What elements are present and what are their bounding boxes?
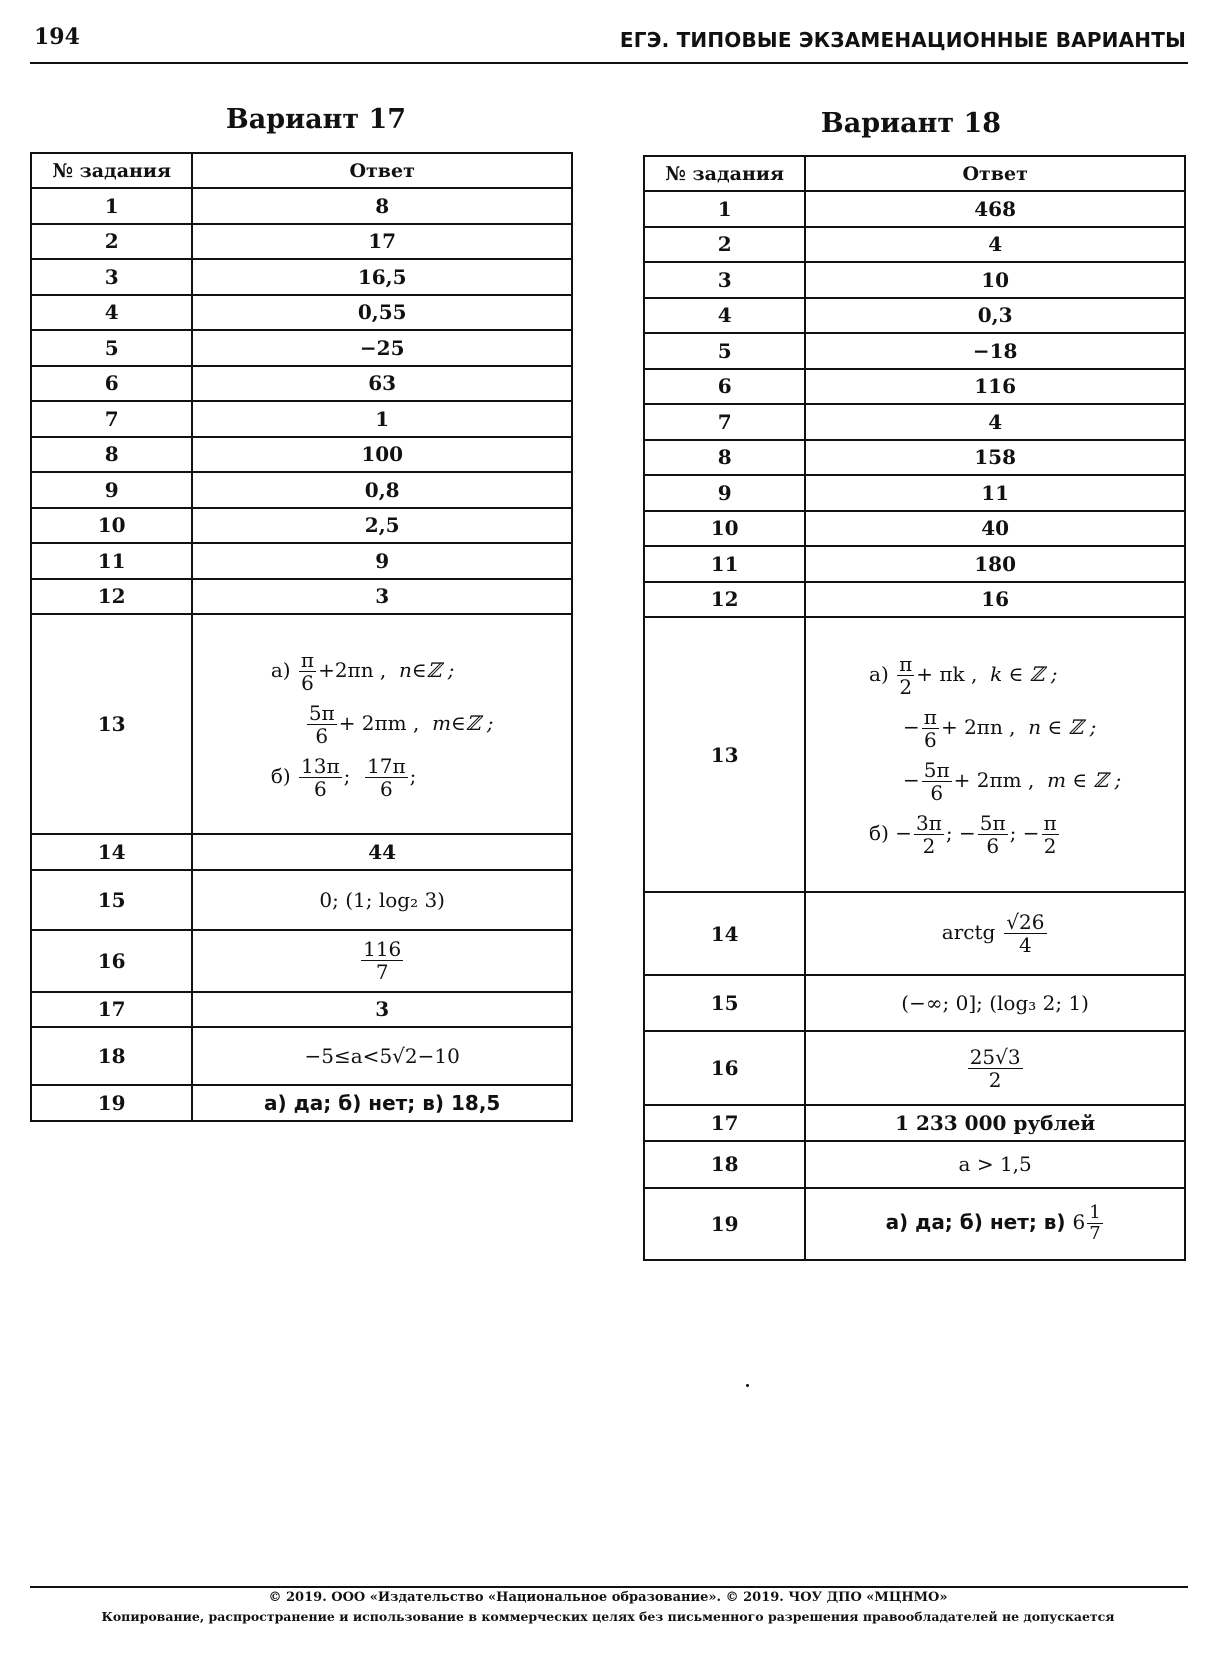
- task-number: 13: [644, 617, 805, 892]
- part-label: б): [869, 820, 889, 845]
- numerator: 5π: [923, 757, 950, 782]
- numerator: 1: [1089, 1202, 1101, 1224]
- fraction: [968, 1046, 1023, 1091]
- fraction: [978, 812, 1008, 857]
- variant-18-title: Вариант 18: [820, 108, 1002, 139]
- answer-cell: (−∞; 0]; (log₃ 2; 1): [805, 975, 1185, 1031]
- table-row: [644, 404, 1185, 440]
- answer-cell: 11: [805, 475, 1185, 511]
- sign: −: [903, 714, 920, 739]
- task-number: 1: [644, 191, 805, 227]
- numerator: 3π: [916, 810, 942, 835]
- numerator: 5π: [979, 810, 1006, 835]
- table-row: [31, 188, 572, 224]
- function-name: arctg: [941, 920, 996, 944]
- task-number: 14: [31, 834, 192, 870]
- separator: ;: [1009, 820, 1017, 845]
- task-number: 4: [31, 295, 192, 331]
- answer-cell: [805, 892, 1185, 975]
- fraction: [897, 653, 914, 698]
- variant-17-title: Вариант 17: [225, 104, 407, 135]
- answer-cell: [805, 617, 1185, 892]
- table-row: [31, 366, 572, 402]
- condition: n ∈ ℤ ;: [1028, 714, 1097, 739]
- table-row: [31, 614, 572, 834]
- answer-cell: 63: [192, 366, 572, 402]
- denominator: 6: [930, 780, 944, 805]
- task-number: 4: [644, 298, 805, 334]
- sign: −: [958, 820, 976, 845]
- answer-cell: 0,3: [805, 298, 1185, 334]
- table-row: [31, 1085, 572, 1121]
- table-row: [31, 472, 572, 508]
- answer-cell: а) да; б) нет; в) 18,5: [192, 1085, 572, 1121]
- fraction: [365, 755, 408, 800]
- sign: −: [903, 767, 920, 792]
- table-row: [644, 1188, 1185, 1260]
- denominator: 2: [899, 674, 913, 699]
- table-row: [644, 511, 1185, 547]
- fraction: [922, 759, 952, 804]
- answer-cell: [192, 614, 572, 834]
- denominator: 7: [1089, 1223, 1101, 1244]
- sign: −: [1022, 820, 1040, 845]
- denominator: 6: [380, 776, 393, 801]
- variant-18-table: [643, 155, 1186, 1261]
- numerator: π: [899, 651, 913, 676]
- table-row: [31, 224, 572, 260]
- part-label: б): [270, 763, 291, 788]
- separator: ;: [343, 763, 351, 788]
- task-number: 5: [31, 330, 192, 366]
- condition: k ∈ ℤ ;: [990, 661, 1058, 686]
- column-header-answer: Ответ: [192, 153, 572, 188]
- table-row: [31, 259, 572, 295]
- answer-cell: 40: [805, 511, 1185, 547]
- running-header: ЕГЭ. ТИПОВЫЕ ЭКЗАМЕНАЦИОННЫЕ ВАРИАНТЫ: [619, 28, 1186, 52]
- whole-part: 6: [1072, 1210, 1086, 1234]
- task-number: 11: [644, 546, 805, 582]
- answer-cell: 0; (1; log₂ 3): [192, 870, 572, 930]
- numerator: 116: [363, 937, 402, 961]
- answer-cell: 0,55: [192, 295, 572, 331]
- table-row: [644, 298, 1185, 334]
- table-row: [31, 1027, 572, 1085]
- task-number: 9: [644, 475, 805, 511]
- table-row: [644, 892, 1185, 975]
- table-row: [31, 930, 572, 992]
- task-number: 6: [31, 366, 192, 402]
- answer-line: [271, 755, 494, 800]
- table-row: [644, 617, 1185, 892]
- table-row: [31, 295, 572, 331]
- denominator: 2: [922, 833, 936, 858]
- task-number: 12: [644, 582, 805, 618]
- task-number: 19: [644, 1188, 805, 1260]
- answer-cell: 1 233 000 рублей: [805, 1105, 1185, 1141]
- task-number: 5: [644, 333, 805, 369]
- table-row: [644, 975, 1185, 1031]
- column-header-number: № задания: [644, 156, 805, 191]
- stray-dot: [746, 1384, 749, 1387]
- fraction: [299, 649, 316, 694]
- answer-cell: 116: [805, 369, 1185, 405]
- answer-cell: 10: [805, 262, 1185, 298]
- task-number: 9: [31, 472, 192, 508]
- task-number: 3: [31, 259, 192, 295]
- answer-cell: −5≤a<5√2−10: [192, 1027, 572, 1085]
- denominator: 6: [924, 727, 937, 752]
- fraction: [914, 812, 944, 857]
- answer-line: [271, 702, 494, 747]
- table-row: [644, 227, 1185, 263]
- condition: n∈ℤ ;: [399, 657, 455, 682]
- answer-cell: 1: [192, 401, 572, 437]
- task-number: 16: [644, 1031, 805, 1105]
- table-row: [644, 440, 1185, 476]
- variant-17-table: [30, 152, 573, 1122]
- table-row: [31, 579, 572, 615]
- answer-cell: 44: [192, 834, 572, 870]
- answer-cell: 0,8: [192, 472, 572, 508]
- answer-cell: 4: [805, 404, 1185, 440]
- term: + 2πm ,: [953, 767, 1035, 792]
- term: + 2πn ,: [940, 714, 1016, 739]
- table-row: [31, 508, 572, 544]
- fraction: [1087, 1203, 1102, 1244]
- answer-cell: [805, 1031, 1185, 1105]
- answer-cell: −25: [192, 330, 572, 366]
- answer-cell: 100: [192, 437, 572, 473]
- fraction: [307, 702, 337, 747]
- answer-cell: 2,5: [192, 508, 572, 544]
- term: + πk ,: [916, 661, 978, 686]
- table-row: [644, 191, 1185, 227]
- answer-cell: [805, 1188, 1185, 1260]
- denominator: 2: [988, 1067, 1002, 1092]
- table-row: [644, 582, 1185, 618]
- task-number: 7: [31, 401, 192, 437]
- condition: m∈ℤ ;: [432, 710, 494, 735]
- header-divider: [30, 62, 1188, 64]
- denominator: 7: [375, 960, 389, 984]
- answer-cell: a > 1,5: [805, 1141, 1185, 1188]
- denominator: 6: [315, 723, 329, 748]
- fraction: [1042, 812, 1059, 857]
- task-number: 16: [31, 930, 192, 992]
- numerator: √26: [1006, 910, 1045, 934]
- task-number: 1: [31, 188, 192, 224]
- fraction: [1004, 911, 1046, 956]
- answer-cell: 3: [192, 579, 572, 615]
- condition: m ∈ ℤ ;: [1047, 767, 1122, 792]
- task-number: 8: [31, 437, 192, 473]
- task-number: 15: [31, 870, 192, 930]
- task-number: 13: [31, 614, 192, 834]
- answer-cell: 180: [805, 546, 1185, 582]
- table-row: [644, 1141, 1185, 1188]
- answer-cell: 468: [805, 191, 1185, 227]
- separator: ;: [409, 763, 417, 788]
- page-number: 194: [34, 24, 80, 50]
- numerator: π: [1043, 810, 1057, 835]
- task-number: 19: [31, 1085, 192, 1121]
- numerator: 25√3: [969, 1044, 1021, 1069]
- column-header-answer: Ответ: [805, 156, 1185, 191]
- task-number: 11: [31, 543, 192, 579]
- denominator: 4: [1019, 933, 1032, 957]
- answer-line: [271, 649, 494, 694]
- task-number: 3: [644, 262, 805, 298]
- table-row: [644, 369, 1185, 405]
- table-row: [644, 475, 1185, 511]
- part-label: а): [270, 657, 291, 682]
- answer-cell: [192, 930, 572, 992]
- table-row: [31, 330, 572, 366]
- task-number: 10: [31, 508, 192, 544]
- fraction: [922, 706, 939, 751]
- part-label: а): [869, 661, 889, 686]
- table-row: [644, 1105, 1185, 1141]
- answer-cell: 16: [805, 582, 1185, 618]
- task-number: 2: [31, 224, 192, 260]
- numerator: 13π: [301, 753, 340, 778]
- task-number: 2: [644, 227, 805, 263]
- footer-divider: [30, 1586, 1188, 1588]
- table-row: [31, 992, 572, 1028]
- answer-text: а) да; б) нет; в): [885, 1210, 1066, 1234]
- term: + 2πm ,: [338, 710, 420, 735]
- task-number: 15: [644, 975, 805, 1031]
- task-number: 17: [644, 1105, 805, 1141]
- fraction: [361, 938, 403, 983]
- task-number: 17: [31, 992, 192, 1028]
- copyright-line: © 2019. ООО «Издательство «Национальное образование». © 2019. ЧОУ ДПО «МЦНМО»: [268, 1590, 948, 1605]
- separator: ;: [945, 820, 953, 845]
- answer-cell: 8: [192, 188, 572, 224]
- table-row: [644, 1031, 1185, 1105]
- denominator: 6: [301, 670, 314, 695]
- numerator: 5π: [308, 700, 335, 725]
- table-row: [31, 437, 572, 473]
- table-row: [644, 262, 1185, 298]
- task-number: 10: [644, 511, 805, 547]
- term: +2πn ,: [318, 657, 387, 682]
- answer-line: [869, 653, 1121, 698]
- denominator: 6: [986, 833, 1000, 858]
- answer-cell: 4: [805, 227, 1185, 263]
- table-row: [31, 401, 572, 437]
- task-number: 12: [31, 579, 192, 615]
- task-number: 6: [644, 369, 805, 405]
- task-number: 8: [644, 440, 805, 476]
- answer-cell: 158: [805, 440, 1185, 476]
- answer-cell: 17: [192, 224, 572, 260]
- table-row: [644, 546, 1185, 582]
- license-notice: Копирование, распространение и использование в коммерческих целях без письменного разрешения правообладателей не допускается: [101, 1609, 1115, 1624]
- column-header-number: № задания: [31, 153, 192, 188]
- answer-cell: 9: [192, 543, 572, 579]
- answer-line: [869, 812, 1121, 857]
- table-row: [31, 870, 572, 930]
- numerator: 17π: [367, 753, 406, 778]
- numerator: π: [300, 647, 315, 672]
- answer-line: [869, 706, 1121, 751]
- task-number: 7: [644, 404, 805, 440]
- task-number: 14: [644, 892, 805, 975]
- answer-line: [869, 759, 1121, 804]
- sign: −: [895, 820, 912, 845]
- task-number: 18: [31, 1027, 192, 1085]
- denominator: 6: [313, 776, 327, 801]
- table-row: [31, 543, 572, 579]
- answer-cell: −18: [805, 333, 1185, 369]
- task-number: 18: [644, 1141, 805, 1188]
- answer-cell: 3: [192, 992, 572, 1028]
- numerator: π: [923, 704, 937, 729]
- denominator: 2: [1043, 833, 1057, 858]
- fraction: [299, 755, 342, 800]
- answer-cell: 16,5: [192, 259, 572, 295]
- table-row: [31, 834, 572, 870]
- table-row: [644, 333, 1185, 369]
